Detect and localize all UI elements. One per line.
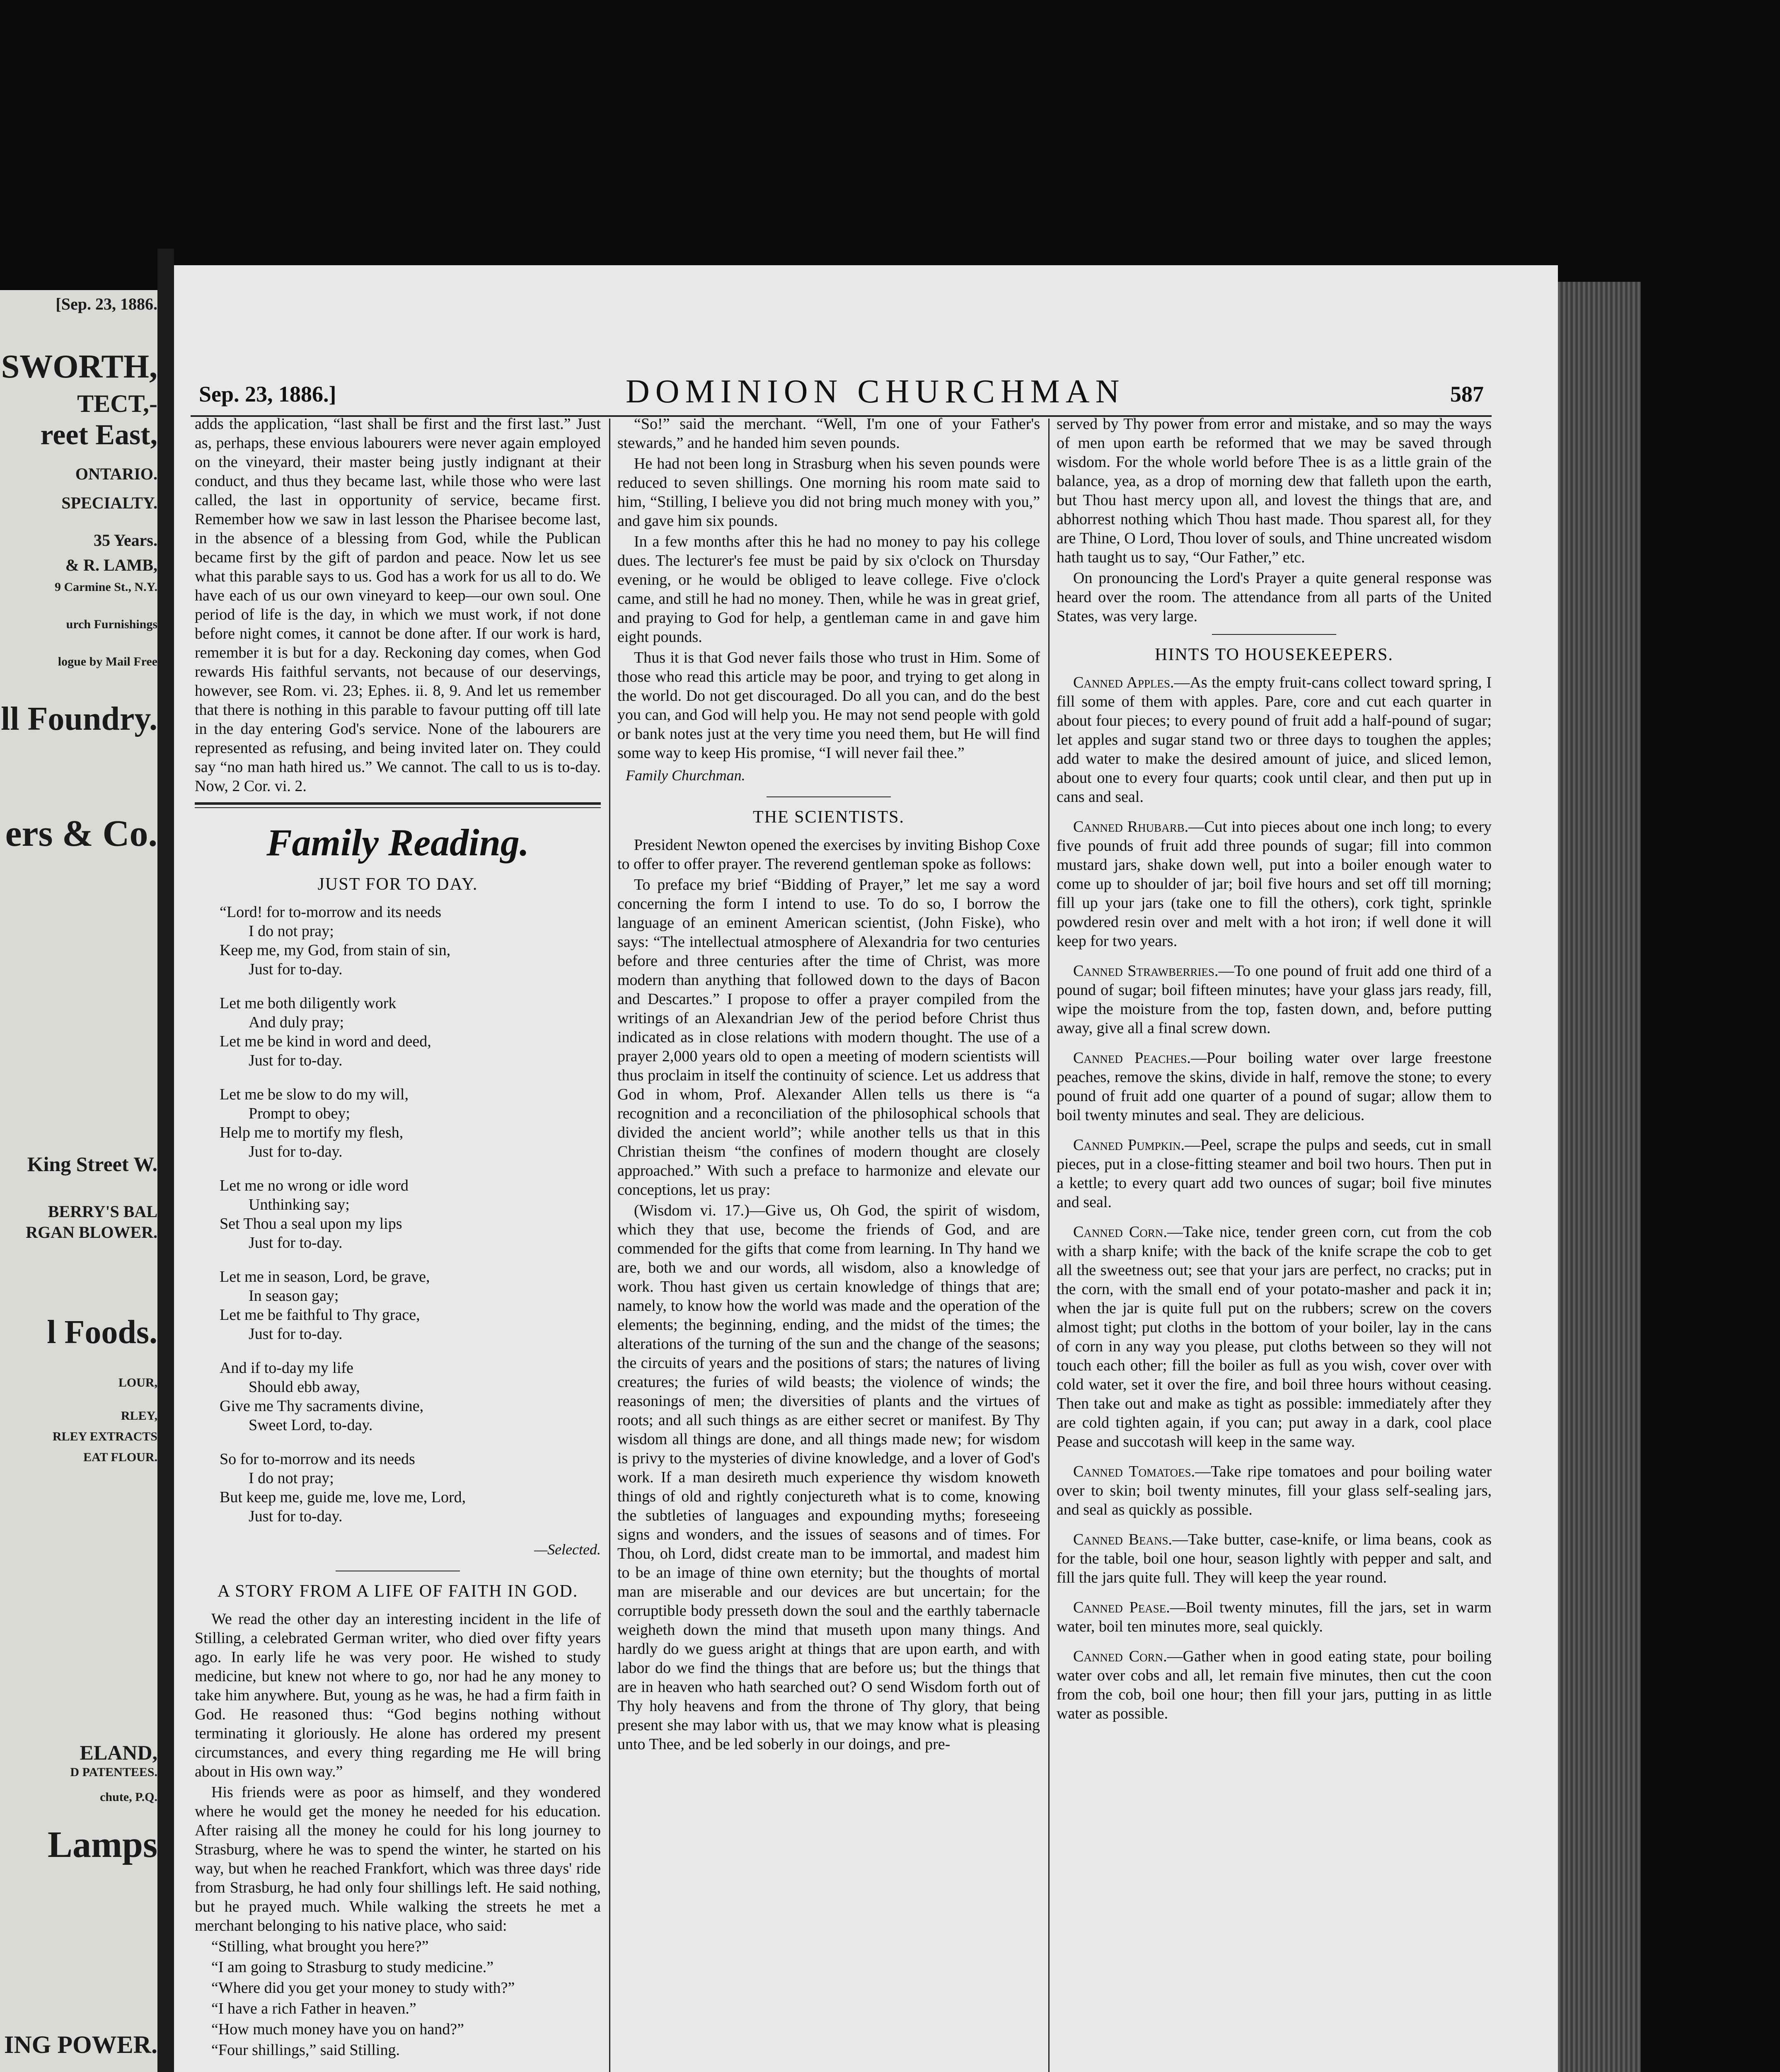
- strip-line: RLEY,: [121, 1409, 157, 1423]
- section-divider: [195, 802, 601, 808]
- poem-attribution: —Selected.: [534, 1541, 601, 1558]
- poem-line: Just for to-day.: [249, 1508, 343, 1525]
- poem-line: Just for to-day.: [249, 1052, 343, 1069]
- adjacent-page-strip: [0, 290, 157, 2072]
- hint-item: [1057, 1048, 1492, 1125]
- poem-line: I do not pray;: [249, 1469, 334, 1487]
- strip-line: [Sep. 23, 1886.: [56, 295, 157, 313]
- poem-line: Help me to mortify my flesh,: [220, 1124, 404, 1141]
- story-paragraph: “How much money have you on hand?”: [211, 2021, 464, 2038]
- story-paragraph: Thus it is that God never fails those who trust in Him. Some of those who read this article may be poor, and trying to get along in the world. Do not get discouraged. Do all you can, and do the best you can, and God will help you. He may not send people with gold or bank notes just at the very time you need them, but He will find some way to keep His promise, “I will never fail thee.”: [617, 649, 1040, 762]
- hint-item: [1057, 817, 1492, 951]
- story-body: [195, 1610, 601, 2060]
- scientists-title: THE SCIENTISTS.: [753, 808, 905, 827]
- poem-stanza: [195, 1176, 601, 1252]
- strip-line: Lamps: [47, 1824, 157, 1865]
- story-title: A STORY FROM A LIFE OF FAITH IN GOD.: [217, 1582, 578, 1601]
- hint-text: —Take butter, case-knife, or lima beans, cook as for the table, boil one hour, season lightly with pepper and salt, and fill the jars quite full. They will keep the year round.: [1057, 1531, 1492, 1586]
- poem-line: Just for to-day.: [249, 1234, 343, 1251]
- column-3: [1057, 414, 1492, 2072]
- hint-text: —Gather when in good eating state, pour boiling water over cobs and all, let remain five minutes, then cut the coon from the cob, boil one hour; then fill your jars, putting in as little water as possible.: [1057, 1648, 1492, 1722]
- column-rule-1: [609, 419, 610, 2072]
- story-paragraph: “Four shillings,” said Stilling.: [211, 2041, 400, 2059]
- strip-line: 9 Carmine St., N.Y.: [54, 580, 157, 594]
- hint-label: Canned Pumpkin.: [1073, 1136, 1185, 1154]
- story-paragraph: “I am going to Strasburg to study medicine.”: [211, 1958, 494, 1976]
- poem-line: Just for to-day.: [249, 1325, 343, 1343]
- strip-line: logue by Mail Free: [58, 655, 157, 668]
- poem-stanza: [195, 1358, 601, 1435]
- hint-label: Canned Peaches.: [1073, 1049, 1191, 1067]
- hint-label: Canned Tomatoes.: [1073, 1463, 1195, 1480]
- divider: [1212, 634, 1336, 635]
- hint-item: [1057, 961, 1492, 1038]
- newspaper-page: [174, 265, 1558, 2072]
- poem-line: Let me no wrong or idle word: [220, 1177, 409, 1194]
- hint-item: [1057, 673, 1492, 806]
- scientists-paragraph: (Wisdom vi. 17.)—Give us, Oh God, the spirit of wisdom, which they that use, become the friends of God, and are commended for the gifts that come from learning. In Thy hand we are, both we and our words, all wisdom, also a knowledge of work. Thou hast given us certain knowledge of things that are; namely, to know how the world was made and the operation of the elements; the beginning, ending, and the midst of the times; the alterations of the turning of the sun and the change of the seasons; the circuits of years and the positions of stars; the natures of living creatures; the furies of wild beasts; the violence of winds; the reasonings of men; the diversities of plants and the virtues of roots; and all such things as are either secret or manifest. By Thy wisdom all things are done, and all things made new; for wisdom is privy to the mysteries of divine knowledge, and a lover of God's work. If a man desireth much experience thy wisdom knoweth things of old and rightly conjectureth what is to come, knowing the subtleties of languages and expounding myths; foreseeing signs and wonders, and the issues of seasons and of times. For Thou, oh Lord, didst create man to be immortal, and madest him to be an image of thine own eternity; but the thoughts of mortal man are miserable and our devices are but uncertain; for the corruptible body presseth down the soul and the earthly tabernacle weigheth down the mind that museth upon many things. And hardly do we guess aright at things that are upon earth, and with labor do we find the things that are before us; but the things that are in heaven who hath searched out? O send Wisdom forth out of Thy holy heavens and from the throne of Thy glory, that being present she may labor with us, that we may know what is pleasing unto Thee, and be led soberly in our doings, and pre-: [617, 1202, 1040, 1753]
- strip-line: RGAN BLOWER.: [26, 1223, 157, 1242]
- hint-text: —Peel, scrape the pulps and seeds, cut in small pieces, put in a close-fitting steamer and boil two hours. Then put in a kettle; to every quart add two ounces of sugar; boil five minutes and seal.: [1057, 1136, 1492, 1211]
- strip-line: SWORTH,: [1, 349, 157, 385]
- story-paragraph: We read the other day an interesting incident in the life of Stilling, a celebrated German writer, who died over fifty years ago. In early life he was very poor. He wished to study medicine, but knew not where to go, nor had he any money to take him anywhere. But, young as he was, he had a firm faith in God. He reasoned thus: “God begins nothing without terminating it gloriously. He alone has ordered my present circumstances, and every thing regarding me He will bring about in His own way.”: [195, 1610, 601, 1780]
- story-paragraph: “I have a rich Father in heaven.”: [211, 2000, 416, 2017]
- hint-text: —Take nice, tender green corn, cut from the cob with a sharp knife; with the back of the knife scrape the cob to get all the sweetness out; see that your jars are perfect, no cracks; put in the corn, with the small end of your potato-masher and pack it in; when the jar is quite full put on the rubbers; screw on the covers almost tight; put cloths in the bottom of your boiler, lay in the cans of corn in any way you please, put cloths between so they will not touch each other; fill the boiler as full as you wish, cover over with cold water, set it over the fire, and boil three hours without ceasing. Then take out and make as tight as possible: immediately after they are cold tighten again, if you can; put away in a dark, cool place Pease and succotash will keep in the same way.: [1057, 1223, 1492, 1450]
- story-paragraph: “Where did you get your money to study with?”: [211, 1979, 515, 1997]
- hint-label: Canned Pease.: [1073, 1599, 1170, 1616]
- strip-line: EAT FLOUR.: [83, 1450, 157, 1464]
- hint-label: Canned Corn.: [1073, 1223, 1167, 1241]
- strip-line: TECT,-: [77, 390, 157, 417]
- header-date: Sep. 23, 1886.]: [199, 382, 336, 407]
- hint-label: Canned Apples.: [1073, 674, 1174, 691]
- hint-text: —Boil twenty minutes, fill the jars, set in warm water, boil ten minutes more, seal quickly.: [1057, 1599, 1492, 1635]
- story-continued: [617, 414, 1040, 762]
- hint-item: [1057, 1598, 1492, 1636]
- story-paragraph: “So!” said the merchant. “Well, I'm one of your Father's stewards,” and he handed him seven pounds.: [617, 415, 1040, 452]
- strip-line: ELAND,: [80, 1741, 157, 1764]
- scientists-body: [617, 835, 1040, 1754]
- strip-line: LOUR,: [118, 1376, 157, 1389]
- poem-line: Sweet Lord, to-day.: [249, 1416, 373, 1434]
- column-rule-2: [1048, 419, 1050, 2072]
- strip-line: & R. LAMB,: [65, 556, 157, 574]
- strip-line: ers & Co.: [5, 813, 157, 854]
- story-paragraph: He had not been long in Strasburg when his seven pounds were reduced to seven shillings. One morning his room mate said to him, “Stilling, I believe you did not bring much money with you,” and gave him six pounds.: [617, 455, 1040, 530]
- column-1: [195, 414, 601, 2072]
- strip-line: BERRY'S BAL: [48, 1202, 157, 1221]
- hint-label: Canned Beans.: [1073, 1531, 1173, 1548]
- strip-line: reet East,: [40, 419, 157, 451]
- poem-line: Keep me, my God, from stain of sin,: [220, 942, 451, 959]
- poem: [195, 903, 601, 1526]
- strip-line: ll Foundry.: [1, 701, 157, 737]
- poem-stanza: [195, 903, 601, 979]
- poem-line: Just for to-day.: [249, 1143, 343, 1160]
- strip-line: chute, P.Q.: [100, 1790, 157, 1804]
- page-header: [191, 369, 1496, 414]
- poem-line: Let me be kind in word and deed,: [220, 1033, 431, 1050]
- story-paragraph: His friends were as poor as himself, and they wondered where he would get the money he needed for his education. After raising all the money he could for his long journey to Strasburg, where he was to spend the winter, he started on his way, but when he reached Frankfort, which was three days' ride from Strasburg, he had only four shillings left. He said nothing, but he prayed much. While walking the streets he met a merchant belonging to his native place, who said:: [195, 1784, 601, 1934]
- poem-line: Unthinking say;: [249, 1196, 350, 1213]
- hint-item: [1057, 1530, 1492, 1587]
- hints-title: HINTS TO HOUSEKEEPERS.: [1155, 645, 1393, 664]
- hint-text: —Pour boiling water over large freestone peaches, remove the skins, divide in half, remove the stone; to every pound of fruit add one quarter of a pound of sugar; allow them to boil twenty minutes and seal. They are delicious.: [1057, 1049, 1492, 1124]
- hints-list: [1057, 673, 1492, 1723]
- poem-stanza: [195, 1085, 601, 1161]
- strip-line: RLEY EXTRACTS: [52, 1430, 157, 1443]
- hint-text: —Take ripe tomatoes and pour boiling water over to skin; boil twenty minutes, fill your glass self-sealing jars, and seal as quickly as possible.: [1057, 1463, 1492, 1518]
- story-paragraph: In a few months after this he had no money to pay his college dues. The lecturer's fee must be paid by six o'clock on Thursday evening, or he would be obliged to leave college. Five o'clock came, and still he had no money. Then, while he was in great grief, and praying to God for help, a gentleman came in and gave him eight pounds.: [617, 533, 1040, 646]
- page-number: 587: [1450, 382, 1484, 407]
- masthead-title: DOMINION CHURCHMAN: [626, 373, 1125, 410]
- poem-title: JUST FOR TO DAY.: [317, 875, 478, 894]
- hint-text: —To one pound of fruit add one third of a pound of sugar; boil fifteen minutes; have your glass jars ready, fill, wipe the moisture from the top, fasten down, and, before putting away, give all a final screw down.: [1057, 962, 1492, 1037]
- hint-text: —As the empty fruit-cans collect toward spring, I fill some of them with apples. Pare, core and cut each quarter in about four pieces; to every pound of fruit add a half-pound of sugar; let apples and sugar stand two or three days to toughen the apples; add water to make the desired amount of juice, and sliced lemon, about one to every four quarts; cook until clear, and then put up in cans and seal.: [1057, 674, 1492, 806]
- poem-line: I do not pray;: [249, 922, 334, 940]
- strip-line: 35 Years.: [93, 531, 157, 549]
- poem-line: Should ebb away,: [249, 1378, 360, 1396]
- hint-item: [1057, 1222, 1492, 1451]
- story-paragraph: “Stilling, what brought you here?”: [211, 1938, 429, 1955]
- poem-stanza: [195, 1267, 601, 1343]
- hint-item: [1057, 1647, 1492, 1723]
- poem-line: In season gay;: [249, 1287, 339, 1305]
- poem-line: So for to-morrow and its needs: [220, 1450, 415, 1468]
- poem-line: Set Thou a seal upon my lips: [220, 1215, 402, 1232]
- poem-stanza: [195, 994, 601, 1070]
- strip-line: urch Furnishings: [66, 617, 157, 631]
- poem-line: “Lord! for to-morrow and its needs: [220, 903, 442, 921]
- poem-line: Let me both diligently work: [220, 995, 397, 1012]
- strip-line: D PATENTEES.: [70, 1765, 157, 1779]
- hint-label: Canned Corn.: [1073, 1648, 1167, 1665]
- poem-line: Let me in season, Lord, be grave,: [220, 1268, 430, 1285]
- parable-text: adds the application, “last shall be first and the first last.” Just as, perhaps, these envious labourers were never again employed on the vineyard, their master being justly indignant at their conduct, and thus they became last, while those who were last called, the last in opportunity of service, became first. Remember how we saw in last lesson the Pharisee become last, in the absence of a blessing from God, while the Publican became first by the gift of pardon and peace. Now let us see what this parable says to us. God has a work for us all to do. We have each of us our own vineyard to keep—our own soul. One period of life is the day, in which we must work, if not done before night comes, it cannot be done after. If our work is hard, remember it is but for a day. Reckoning day comes, when God rewards His faithful servants, not because of our deservings, however, see Rom. vi. 23; Ephes. ii. 8, 9. And let us remember that there is nothing in this parable to favour putting off till late in the day entering God's service. None of the labourers are represented as refusing, and being invited later on. They could say “no man hath hired us.” We cannot. The call to us is to-day. Now, 2 Cor. vi. 2.: [195, 415, 601, 795]
- divider: [767, 796, 891, 797]
- strip-line: SPECIALTY.: [61, 494, 157, 512]
- hint-item: [1057, 1135, 1492, 1212]
- prayer-conclusion: served by Thy power from error and mistake, and so may the ways of men upon earth be reformed that we may be saved through wisdom. For the whole world before Thee is as a little grain of the balance, yea, as a drop of morning dew that falleth upon the earth, but Thou hast mercy upon all, and lovest the things that are, and abhorrest nothing which Thou hast made. Thou sparest all, for they are Thine, O Lord, Thou lover of souls, and Thine uncreated wisdom hath taught us to say, “Our Father,” etc.: [1057, 415, 1492, 566]
- poem-stanza: [195, 1450, 601, 1526]
- hint-item: [1057, 1462, 1492, 1519]
- hint-label: Canned Strawberries.: [1073, 962, 1219, 980]
- strip-line: ING POWER.: [4, 2031, 157, 2058]
- strip-line: King Street W.: [27, 1152, 157, 1176]
- poem-line: Just for to-day.: [249, 961, 343, 978]
- book-gutter: [157, 249, 174, 2072]
- poem-line: But keep me, guide me, love me, Lord,: [220, 1489, 466, 1506]
- story-attribution: Family Churchman.: [626, 767, 745, 784]
- poem-line: Prompt to obey;: [249, 1105, 350, 1122]
- column-2: [617, 414, 1040, 2072]
- poem-line: Let me be slow to do my will,: [220, 1086, 409, 1103]
- strip-line: l Foods.: [47, 1314, 157, 1351]
- poem-line: Let me be faithful to Thy grace,: [220, 1306, 420, 1324]
- prayer-response: On pronouncing the Lord's Prayer a quite general response was heard over the room. The attendance from all parts of the United States, was very large.: [1057, 569, 1492, 625]
- scientists-paragraph: To preface my brief “Bidding of Prayer,” let me say a word concerning the form I intend to use. To do so, I borrow the language of an eminent American scientist, (John Fiske), who says: “The intellectual atmosphere of Alexandria for two centuries before and three centuries after the time of Christ, was more modern than anything that followed down to the days of Bacon and Descartes.” I propose to offer a prayer compiled from the writings of an Alexandrian Jew of the period before Christ thus indicated as in close relations with modern thought. The use of a prayer 2,000 years old to open a meeting of modern scientists will thus proclaim in itself the continuity of science. Let us address that God in whom, Prof. Alexander Allen tells us there is “a recognition and a reconciliation of the philosophical schools that divided the ancient world”; while another tells us that in this Christian theism “the confines of modern thought are closely approached.” With such a preface to harmonize and elevate our conceptions, let us pray:: [617, 876, 1040, 1198]
- poem-line: And duly pray;: [249, 1014, 344, 1031]
- strip-line: ONTARIO.: [75, 465, 157, 483]
- poem-line: And if to-day my life: [220, 1359, 353, 1377]
- hint-label: Canned Rhubarb.: [1073, 818, 1189, 835]
- scientists-paragraph: President Newton opened the exercises by inviting Bishop Coxe to offer to offer prayer. The reverend gentleman spoke as follows:: [617, 836, 1040, 873]
- page-edges: [1558, 282, 1641, 2072]
- family-reading-heading: Family Reading.: [266, 821, 529, 864]
- hint-text: —Cut into pieces about one inch long; to every five pounds of fruit add three pounds of sugar; fill into common mustard jars, shake down well, put into a boiler enough water to come up to shoulder of jar; boil five hours and set off till morning; fill up your jars (take one to fill the others), cork tight, sprinkle powdered resin over and melt with a hot iron; if well done it will keep for two years.: [1057, 818, 1492, 950]
- poem-line: Give me Thy sacraments divine,: [220, 1397, 424, 1415]
